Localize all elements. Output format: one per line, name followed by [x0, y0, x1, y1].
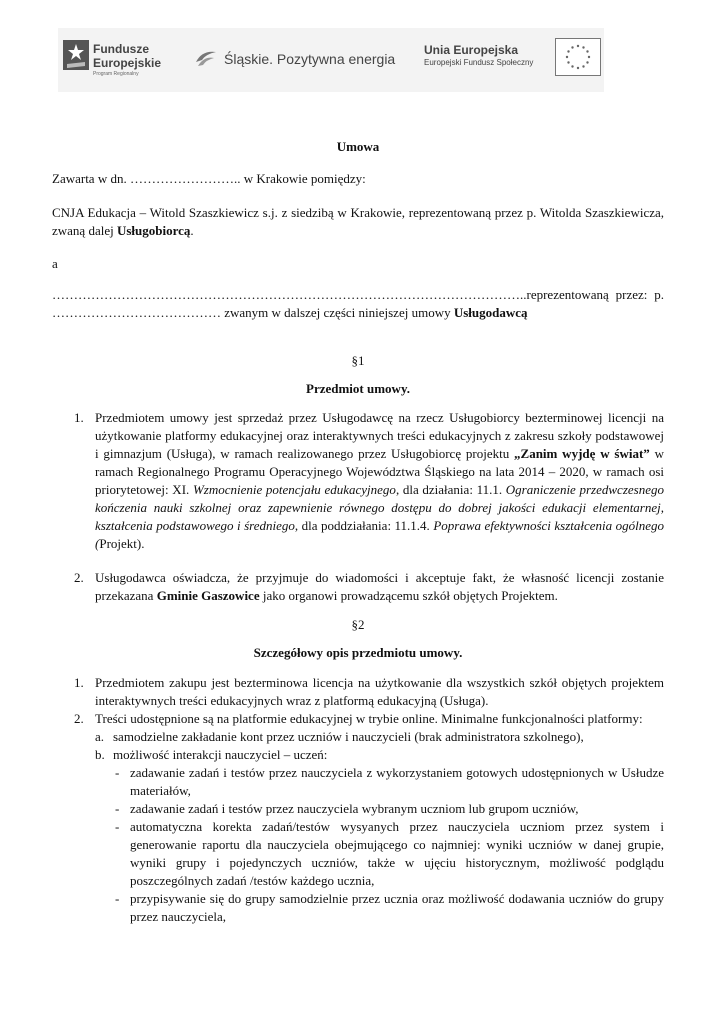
dash-item: - zadawanie zadań i testów przez nauczyciela z wykorzystaniem gotowych udostępnionych w Usłudze materiałów,	[115, 765, 664, 798]
fe-line2: Europejskie	[93, 56, 162, 70]
unia-europejska-logo	[424, 36, 600, 84]
sub-item-b: b. możliwość interakcji nauczyciel – uczeń:	[95, 747, 328, 762]
list-item: 1. Przedmiotem zakupu jest bezterminowa licencja na użytkowanie dla wszystkich szkół objętych projektem interaktywnych treści edukacyjnych wraz z platformą edukacyjną (Usługa).	[74, 675, 664, 708]
intro-line: Zawarta w dn. …………………….. w Krakowie pomiędzy:	[52, 171, 366, 186]
section-2-number: §2	[351, 617, 365, 632]
dash-item: - automatyczna korekta zadań/testów wysyanych przez nauczyciela uczniom przez system i generowanie raportu dla nauczyciela obejmującego co najmniej: wyniki uczniów w danej grupie, wyniki grupy i pojedynczych uczniów, także w ujęciu historycznym, możliwość podglądu poszczególnych zadań /testów każdego ucznia,	[115, 819, 664, 888]
dash-item: - zadawanie zadań i testów przez nauczyciela wybranym uczniom lub grupom uczniów,	[115, 801, 579, 816]
fe-line1: Fundusze	[93, 42, 149, 56]
doc-title: Umowa	[336, 139, 380, 154]
slaskie-name: Śląskie.	[224, 51, 274, 67]
section-1-number: §1	[351, 353, 365, 368]
section-1-list	[52, 409, 664, 605]
contract-document	[52, 138, 664, 926]
section-1-title: Przedmiot umowy.	[306, 381, 410, 396]
list-item: 2. Treści udostępnione są na platformie edukacyjnej w trybie online. Minimalne funkcjonalności platformy:	[74, 711, 643, 726]
funding-logos-banner	[58, 28, 604, 92]
ue-line1: Unia Europejska	[424, 43, 519, 57]
eu-flag-icon	[555, 38, 601, 76]
slaskie-tagline: Pozytywna energia	[273, 51, 396, 67]
section-2-list	[52, 674, 664, 728]
section-2-title: Szczegółowy opis przedmiotu umowy.	[253, 645, 463, 660]
slaskie-logo	[194, 46, 404, 76]
dash-item: - przypisywanie się do grupy samodzielnie przez ucznia oraz możliwość dodawania uczniów do grupy przez nauczyciela,	[115, 891, 664, 924]
sub-item-a: a. samodzielne zakładanie kont przez uczniów i nauczycieli (brak administratora szkolnego),	[95, 729, 584, 744]
fe-star-icon	[63, 40, 89, 70]
party-2: ………………………………………………………………………………………………..reprezentowaną przez: p. ………………………………… zwanym w dalszej części niniejszej umowy Usługodawcą	[52, 287, 664, 320]
slaskie-bird-icon	[194, 48, 218, 70]
list-item: 1. Przedmiotem umowy jest sprzedaż przez Usługodawcę na rzecz Usługobiorcy bezterminowej licencji na użytkowanie platformy edukacyjnej oraz interaktywnych treści edukacyjnych z zakresu szkoły podstawowej i gimnazjum (Usługa), w ramach realizowanego przez Usługobiorcę projektu „Zanim wyjdę w świat” w ramach Regionalnego Programu Operacyjnego Województwa Śląskiego na lata 2014 – 2020, w ramach osi priorytetowej: XI. Wzmocnienie potencjału edukacyjnego, dla działania: 11.1. Ograniczenie przedwczesnego kończenia nauki szkolnej oraz zapewnienie równego dostępu do dobrej jakości edukacji elementarnej, kształcenia podstawowego i średniego, dla poddziałania: 11.1.4. Poprawa efektywności kształcenia ogólnego (Projekt).	[74, 410, 665, 551]
list-item: 2. Usługodawca oświadcza, że przyjmuje do wiadomości i akceptuje fakt, że własność licencji zostanie przekazana Gminie Gaszowice jako organowi prowadzącemu szkół objętych Projektem.	[74, 570, 664, 603]
fe-sub: Program Regionalny	[93, 71, 139, 77]
fundusze-europejskie-logo	[63, 36, 173, 84]
and-word: a	[52, 256, 58, 271]
party-1: CNJA Edukacja – Witold Szaszkiewicz s.j. z siedzibą w Krakowie, reprezentowaną przez p. Witolda Szaszkiewicza, zwaną dalej Usługobiorcą.	[52, 205, 664, 238]
ue-line2: Europejski Fundusz Społeczny	[424, 58, 534, 67]
